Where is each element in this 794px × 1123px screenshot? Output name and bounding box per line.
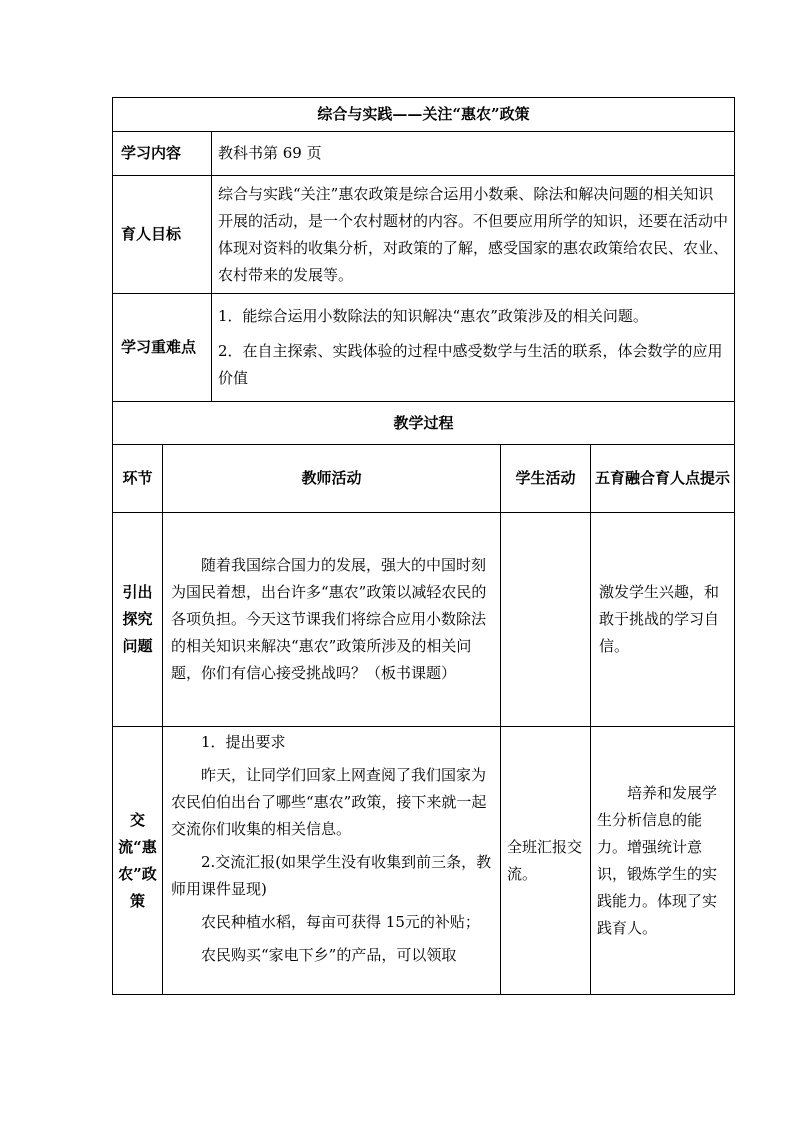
teacher-text: 农民购买“家电下乡”的产品，可以领取 (201, 946, 457, 964)
student-cell (501, 513, 591, 727)
table-title: 综合与实践——关注“惠农”政策 (113, 98, 735, 132)
teacher-text: 1．提出要求 (201, 733, 286, 751)
col-header-stage: 环节 (113, 445, 163, 513)
key-item: 1．能综合运用小数除法的知识解决“惠农”政策涉及的相关问题。 (218, 307, 648, 325)
student-cell: 全班汇报交流。 (501, 727, 591, 995)
content-label: 学习内容 (113, 132, 212, 176)
key-value (212, 294, 735, 402)
lesson-plan (112, 97, 734, 995)
teacher-text: 农民种植水稻，每亩可获得 15元的补贴； (201, 913, 480, 931)
hint-cell: 激发学生兴趣，和敢于挑战的学习自信。 (591, 513, 735, 727)
content-value: 教科书第 69 页 (212, 132, 735, 176)
teacher-cell (163, 513, 501, 727)
stage-cell: 交流“惠农”政策 (113, 727, 163, 995)
col-header-hint: 五育融合育人点提示 (591, 445, 735, 513)
table-row (113, 513, 735, 727)
teacher-text: 随着我国综合国力的发展，强大的中国时刻为国民着想，出台许多“惠农”政策以减轻农民的各项负担。今天这节课我们将综合应用小数除法的相关知识来解决“惠农”政策所涉及的相关问题，你们有信心接受挑战吗？（板书课题） (171, 556, 487, 682)
key-label: 学习重难点 (113, 294, 212, 402)
lesson-table (112, 97, 735, 995)
teacher-text: 昨天，让同学们回家上网查阅了我们国家为农民伯伯出台了哪些“惠农”政策，接下来就一起交流你们收集的相关信息。 (171, 766, 487, 838)
goal-label: 育人目标 (113, 176, 212, 294)
teacher-text: 2.交流汇报(如果学生没有收集到前三条，教师用课件显现) (171, 853, 492, 898)
goal-value (212, 176, 735, 294)
hint-cell: 培养和发展学生分析信息的能力。增强统计意识，锻炼学生的实践能力。体现了实践育人。 (591, 727, 735, 995)
col-header-teacher: 教师活动 (163, 445, 501, 513)
stage-cell: 引出探究问题 (113, 513, 163, 727)
table-row (113, 727, 735, 995)
col-header-student: 学生活动 (501, 445, 591, 513)
process-title: 教学过程 (113, 402, 735, 445)
key-item: 2．在自主探索、实践体验的过程中感受数学与生活的联系，体会数学的应用价值 (218, 342, 723, 387)
goal-text: 综合与实践“关注”惠农政策是综合运用小数乘、除法和解决问题的相关知识开展的活动，是一个农村题材的内容。不但要应用所学的知识，还要在活动中体现对资料的收集分析，对政策的了解，感受国家的惠农政策给农民、农业、农村带来的发展等。 (218, 184, 729, 284)
teacher-cell (163, 727, 501, 995)
